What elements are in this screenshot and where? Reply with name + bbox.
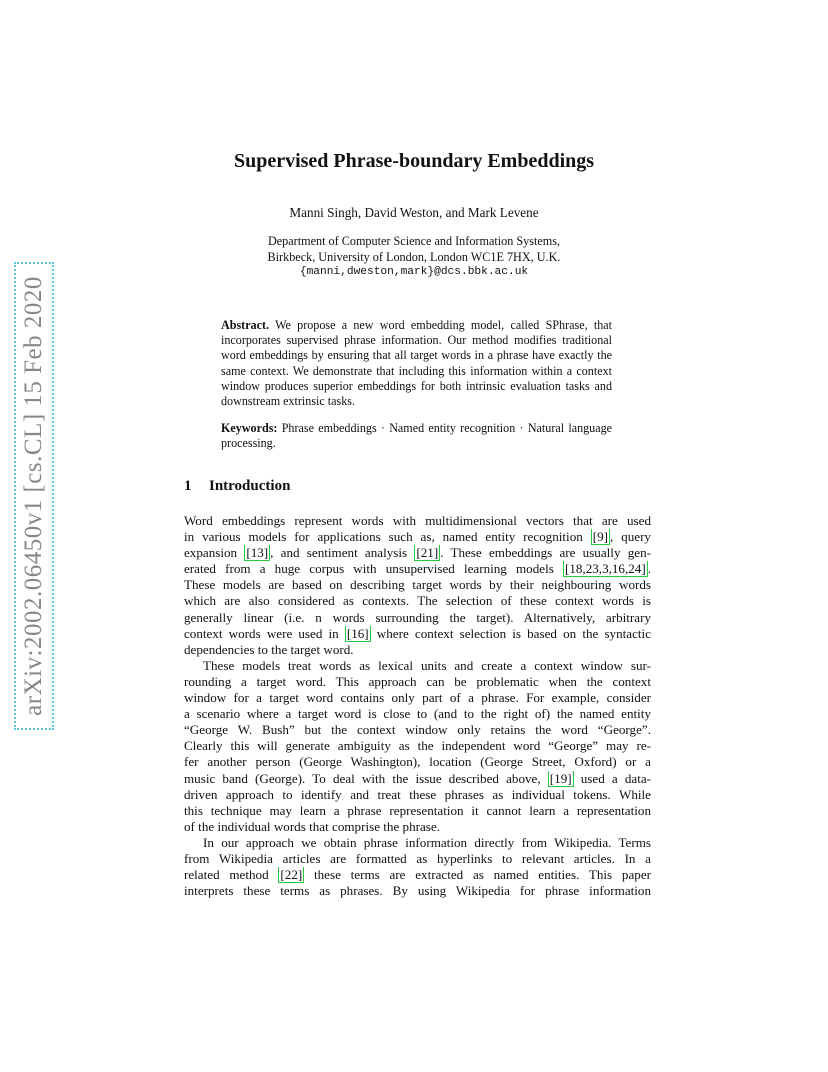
- citation-link[interactable]: [16]: [346, 625, 369, 641]
- body-line: In our approach we obtain phrase information directly from Wikipedia. Terms: [203, 834, 651, 850]
- citation-link[interactable]: [19]: [549, 770, 572, 786]
- keywords: [221, 421, 612, 451]
- author-list: Manni Singh, David Weston, and Mark Levene: [289, 205, 539, 220]
- body-line: dependencies to the target word.: [184, 641, 354, 657]
- body-line: Clearly this will generate ambiguity as the independent word “George” may re-: [184, 738, 651, 754]
- body-line: related method [22] these terms are extracted as named entities. This paper: [184, 867, 651, 883]
- body-line: fer another person (George Washington), location (George Street, Oxford) or a: [184, 754, 651, 770]
- body-line: Word embeddings represent words with multidimensional vectors that are used: [184, 513, 651, 528]
- body-line: of the individual words that comprise the phrase.: [184, 818, 440, 834]
- introduction-body: [184, 513, 651, 899]
- body-line: music band (George). To deal with the issue described above, [19] used a data-: [184, 770, 651, 786]
- section-title: Introduction: [209, 478, 291, 494]
- abstract-label: Abstract.: [221, 318, 270, 332]
- citation-link[interactable]: [18,23,3,16,24]: [564, 561, 646, 577]
- affiliation: [0, 234, 828, 281]
- body-line: expansion [13] , and sentiment analysis [21] . These embeddings are usually gen-: [184, 545, 651, 561]
- affiliation-line-1: Department of Computer Science and Information Systems,: [267, 234, 561, 248]
- citation-link[interactable]: [21]: [416, 545, 439, 561]
- keywords-text: Phrase embeddings · Named entity recognition · Natural language processing.: [221, 421, 612, 451]
- body-line: interprets these terms as phrases. By using Wikipedia for phrase information: [184, 883, 651, 899]
- abstract: [221, 318, 612, 409]
- paper-title: Supervised Phrase-boundary Embeddings: [233, 150, 595, 172]
- body-line: window for a target word contains only part of a phrase. For example, consider: [184, 690, 651, 706]
- section-heading: [184, 478, 290, 495]
- body-line: erated from a huge corpus with unsupervised learning models [18,23,3,16,24] .: [184, 561, 651, 577]
- body-line: rounding a target word. This approach can be problematic when the context: [184, 673, 651, 689]
- citation-link[interactable]: [9]: [592, 529, 608, 545]
- arxiv-identifier[interactable]: arXiv:2002.06450v1 [cs.CL] 15 Feb 2020: [20, 276, 47, 716]
- affiliation-line-2: Birkbeck, University of London, London WC1E 7HX, U.K.: [267, 249, 561, 264]
- body-line: this technique may learn a phrase representation it cannot learn a representation: [184, 802, 651, 818]
- body-line: “George W. Bush” but the context window only retains the word “George”.: [184, 722, 651, 738]
- body-line: driven approach to identify and treat these phrases as individual tokens. While: [184, 786, 651, 802]
- citation-link[interactable]: [22]: [280, 867, 303, 883]
- citation-link[interactable]: [13]: [246, 545, 269, 561]
- body-line: which are also considered as contexts. The selection of these context words is: [184, 593, 651, 609]
- section-number: 1: [184, 478, 192, 494]
- body-line: in various models for applications such as, named entity recognition [9] , query: [184, 529, 651, 545]
- body-line: These models are based on describing target words by their neighbouring words: [184, 577, 651, 593]
- body-line: These models treat words as lexical units and create a context window sur-: [203, 657, 651, 673]
- body-line: a scenario where a target word is close to (and to the right of) the named entity: [184, 706, 651, 722]
- body-line: from Wikipedia articles are formatted as hyperlinks to relevant articles. In a: [184, 850, 651, 866]
- body-line: generally linear (i.e. n words surrounding the target). Alternatively, arbitrary: [184, 609, 651, 625]
- author-emails[interactable]: {manni,dweston,mark}@dcs.bbk.ac.uk: [299, 266, 529, 278]
- abstract-text: We propose a new word embedding model, called SPhrase, that incorporates supervised phrase information. Our method modifies traditional word embeddings by ensuring that all target words in a phrase have exactly the same context. We demonstrate that including this information within a context window produces superior embeddings for both intrinsic evaluation tasks and downstream extrinsic tasks.: [221, 318, 612, 409]
- body-line: context words were used in [16] where context selection is based on the syntactic: [184, 625, 651, 641]
- arxiv-stamp: [14, 262, 54, 730]
- keywords-label: Keywords:: [221, 421, 278, 435]
